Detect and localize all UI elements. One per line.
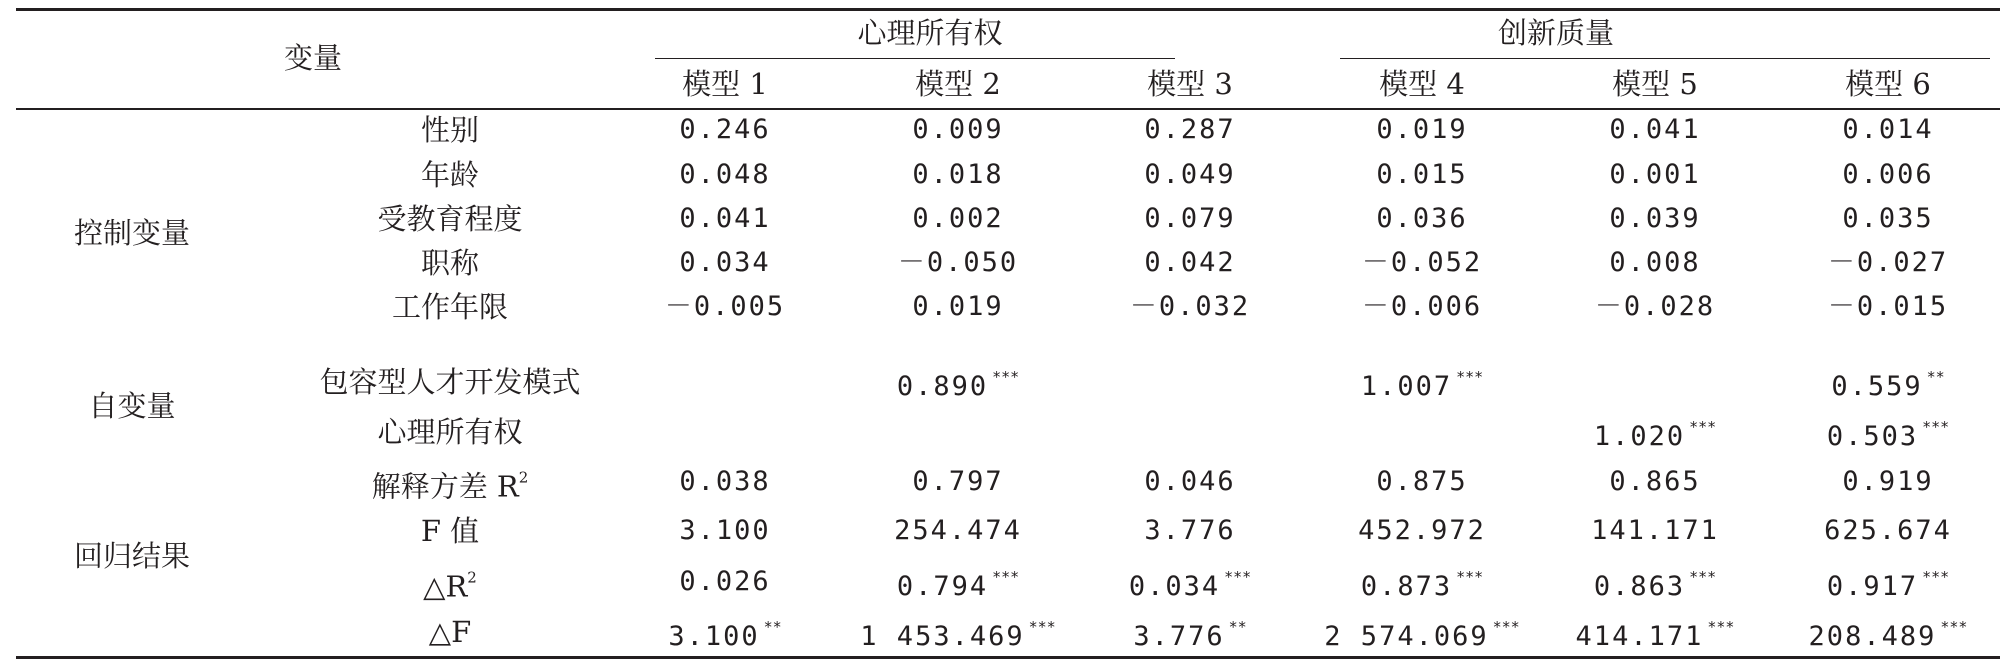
cell-value: 0.042 xyxy=(1144,247,1236,278)
table-cell xyxy=(1324,610,1519,654)
cell-value: 0.018 xyxy=(912,159,1004,190)
superscript: 2 xyxy=(518,468,529,487)
table-cell xyxy=(898,246,1018,280)
table-cell xyxy=(1842,113,1933,147)
cell-value: 0.863 xyxy=(1593,571,1686,602)
category-regression-results: 回归结果 xyxy=(73,539,191,573)
superscript-wrapper xyxy=(467,569,477,587)
table-cell xyxy=(1824,514,1952,548)
superscript: 2 xyxy=(467,568,477,587)
cell-value: 1 453.469 xyxy=(860,621,1025,652)
header-group-psychological-ownership: 心理所有权 xyxy=(857,16,1003,50)
table-cell xyxy=(1376,158,1467,192)
table-cell xyxy=(1144,465,1235,499)
cell-value: 0.036 xyxy=(1376,203,1468,234)
cell-value: 0.001 xyxy=(1609,159,1701,190)
row-label-text: 心理所有权 xyxy=(377,415,523,449)
row-label xyxy=(421,246,479,280)
cell-value: 0.246 xyxy=(679,114,771,145)
table-cell xyxy=(668,610,781,654)
table-cell xyxy=(897,560,1019,604)
table-cell xyxy=(665,290,785,324)
cell-value: 0.002 xyxy=(912,203,1004,234)
cell-value: 3.100 xyxy=(679,515,771,546)
cell-value: 0.008 xyxy=(1609,247,1701,278)
table-cell xyxy=(679,158,770,192)
row-label-text: 性别 xyxy=(420,113,480,147)
cell-value: 0.873 xyxy=(1360,571,1453,602)
table-cell xyxy=(1609,202,1700,236)
significance-marker: *** xyxy=(992,568,1020,586)
table-cell xyxy=(1144,158,1235,192)
significance-marker: *** xyxy=(1940,618,1968,636)
cell-value: 0.559 xyxy=(1831,371,1923,402)
table-cell xyxy=(1827,410,1949,454)
table-cell xyxy=(1595,290,1715,324)
cell-value: 0.797 xyxy=(912,466,1004,497)
cell-value: 0.048 xyxy=(679,159,771,190)
significance-marker: *** xyxy=(1224,568,1252,586)
cell-value: 0.875 xyxy=(1376,466,1468,497)
cell-value: 0.015 xyxy=(1376,159,1468,190)
table-cell xyxy=(897,360,1019,404)
cell-value: 0.019 xyxy=(1376,114,1468,145)
cell-value: 452.972 xyxy=(1358,515,1486,546)
cell-value: 0.039 xyxy=(1609,203,1701,234)
table-cell xyxy=(1594,560,1716,604)
table-cell xyxy=(1144,113,1235,147)
table-bottom-rule xyxy=(16,656,2000,659)
model-header-2: 模型 2 xyxy=(915,67,1001,101)
table-cell xyxy=(1144,246,1235,280)
cell-value: 0.041 xyxy=(1609,114,1701,145)
cell-value: 0.026 xyxy=(679,566,771,597)
group2-underline xyxy=(1340,58,1990,59)
cell-value: 1.007 xyxy=(1360,371,1453,402)
cell-value: 0.014 xyxy=(1842,114,1934,145)
table-cell xyxy=(679,113,770,147)
table-top-rule xyxy=(16,8,2000,11)
row-label xyxy=(421,113,479,147)
cell-value: －0.032 xyxy=(1129,291,1251,322)
cell-value: 0.009 xyxy=(912,114,1004,145)
table-cell xyxy=(1609,113,1700,147)
cell-value: －0.050 xyxy=(897,247,1019,278)
table-cell xyxy=(1376,465,1467,499)
row-label xyxy=(377,415,522,449)
row-label xyxy=(319,365,580,399)
table-cell xyxy=(679,465,770,499)
cell-value: 0.046 xyxy=(1144,466,1236,497)
significance-marker: *** xyxy=(1028,618,1056,636)
cell-value: 0.034 xyxy=(679,247,771,278)
row-label-text: 年龄 xyxy=(420,158,480,192)
table-cell xyxy=(1376,202,1467,236)
table-cell xyxy=(1576,610,1735,654)
table-cell xyxy=(1362,290,1482,324)
cell-value: 0.035 xyxy=(1842,203,1934,234)
significance-marker: *** xyxy=(1456,568,1484,586)
cell-value: －0.027 xyxy=(1827,247,1949,278)
significance-marker: ** xyxy=(1228,618,1247,636)
table-cell xyxy=(1842,465,1933,499)
row-label xyxy=(429,615,471,649)
table-cell xyxy=(912,113,1003,147)
row-label-text: △R xyxy=(423,569,468,604)
cell-value: 0.503 xyxy=(1826,421,1919,452)
cell-value: 0.041 xyxy=(679,203,771,234)
table-cell xyxy=(860,610,1055,654)
table-cell xyxy=(1129,560,1251,604)
table-cell xyxy=(1828,290,1948,324)
cell-value: 0.034 xyxy=(1128,571,1221,602)
table-cell xyxy=(1842,202,1933,236)
cell-value: －0.028 xyxy=(1594,291,1716,322)
cell-value: －0.005 xyxy=(664,291,786,322)
cell-value: 2 574.069 xyxy=(1324,621,1489,652)
table-cell xyxy=(679,514,770,548)
cell-value: 3.776 xyxy=(1144,515,1236,546)
header-group-innovation-quality: 创新质量 xyxy=(1497,16,1615,50)
cell-value: 1.020 xyxy=(1593,421,1686,452)
table-cell xyxy=(1591,514,1719,548)
cell-value: 0.794 xyxy=(896,571,989,602)
table-cell xyxy=(1361,360,1483,404)
table-cell xyxy=(912,290,1003,324)
row-label-text: F 值 xyxy=(420,514,480,548)
cell-value: 208.489 xyxy=(1808,621,1937,652)
table-cell xyxy=(1809,610,1968,654)
row-label-text: 职称 xyxy=(420,246,480,280)
cell-value: 0.038 xyxy=(679,466,771,497)
table-cell xyxy=(1609,158,1700,192)
table-cell xyxy=(912,465,1003,499)
row-label-text: 解释方差 R xyxy=(371,469,519,504)
table-cell xyxy=(1358,514,1486,548)
significance-marker: ** xyxy=(763,618,782,636)
significance-marker: ** xyxy=(1926,368,1945,386)
table-cell xyxy=(1827,560,1949,604)
table-cell xyxy=(679,202,770,236)
table-cell xyxy=(1609,246,1700,280)
significance-marker: *** xyxy=(1492,618,1520,636)
model-header-1: 模型 1 xyxy=(682,67,768,101)
table-cell xyxy=(894,514,1022,548)
table-cell xyxy=(1831,360,1944,404)
header-bottom-rule xyxy=(16,108,2000,110)
cell-value: 0.079 xyxy=(1144,203,1236,234)
table-cell xyxy=(912,202,1003,236)
table-cell xyxy=(679,246,770,280)
table-cell xyxy=(1133,610,1246,654)
superscript-wrapper xyxy=(519,469,529,487)
cell-value: 141.171 xyxy=(1591,515,1719,546)
significance-marker: *** xyxy=(1689,568,1717,586)
table-cell xyxy=(1130,290,1250,324)
row-label xyxy=(377,202,522,236)
significance-marker: *** xyxy=(992,368,1020,386)
row-label xyxy=(423,561,477,604)
cell-value: －0.006 xyxy=(1361,291,1483,322)
row-label-text: △F xyxy=(428,615,472,649)
table-cell xyxy=(1144,514,1235,548)
table-cell xyxy=(1828,246,1948,280)
row-label-text: 工作年限 xyxy=(391,290,509,324)
row-label xyxy=(421,158,479,192)
significance-marker: *** xyxy=(1456,368,1484,386)
cell-value: 0.865 xyxy=(1609,466,1701,497)
table-cell xyxy=(1362,246,1482,280)
cell-value: 0.049 xyxy=(1144,159,1236,190)
category-control-variables: 控制变量 xyxy=(73,216,191,250)
cell-value: 3.100 xyxy=(668,621,760,652)
cell-value: 254.474 xyxy=(894,515,1022,546)
group1-underline xyxy=(655,58,1175,59)
cell-value: 3.776 xyxy=(1133,621,1225,652)
category-independent-variable: 自变量 xyxy=(88,389,176,423)
cell-value: 0.890 xyxy=(896,371,989,402)
row-label xyxy=(392,290,508,324)
table-cell xyxy=(1594,410,1716,454)
table-cell xyxy=(1144,202,1235,236)
cell-value: －0.052 xyxy=(1361,247,1483,278)
model-header-5: 模型 5 xyxy=(1612,67,1698,101)
model-header-4: 模型 4 xyxy=(1379,67,1465,101)
cell-value: 0.287 xyxy=(1144,114,1236,145)
cell-value: 0.919 xyxy=(1842,466,1934,497)
cell-value: －0.015 xyxy=(1827,291,1949,322)
row-label-text: 包容型人才开发模式 xyxy=(319,365,581,399)
significance-marker: *** xyxy=(1689,418,1717,436)
cell-value: 0.019 xyxy=(912,291,1004,322)
cell-value: 0.006 xyxy=(1842,159,1934,190)
table-cell xyxy=(1361,560,1483,604)
model-header-3: 模型 3 xyxy=(1147,67,1233,101)
cell-value: 414.171 xyxy=(1575,621,1704,652)
row-label-text: 受教育程度 xyxy=(377,202,523,236)
table-cell xyxy=(912,158,1003,192)
table-cell xyxy=(1376,113,1467,147)
row-label xyxy=(372,461,529,504)
table-cell xyxy=(679,565,770,599)
significance-marker: *** xyxy=(1707,618,1735,636)
table-cell xyxy=(1842,158,1933,192)
table-cell xyxy=(1609,465,1700,499)
cell-value: 625.674 xyxy=(1824,515,1952,546)
header-variable: 变量 xyxy=(283,41,343,75)
cell-value: 0.917 xyxy=(1826,571,1919,602)
significance-marker: *** xyxy=(1922,568,1950,586)
significance-marker: *** xyxy=(1922,418,1950,436)
model-header-6: 模型 6 xyxy=(1845,67,1931,101)
row-label xyxy=(421,514,479,548)
